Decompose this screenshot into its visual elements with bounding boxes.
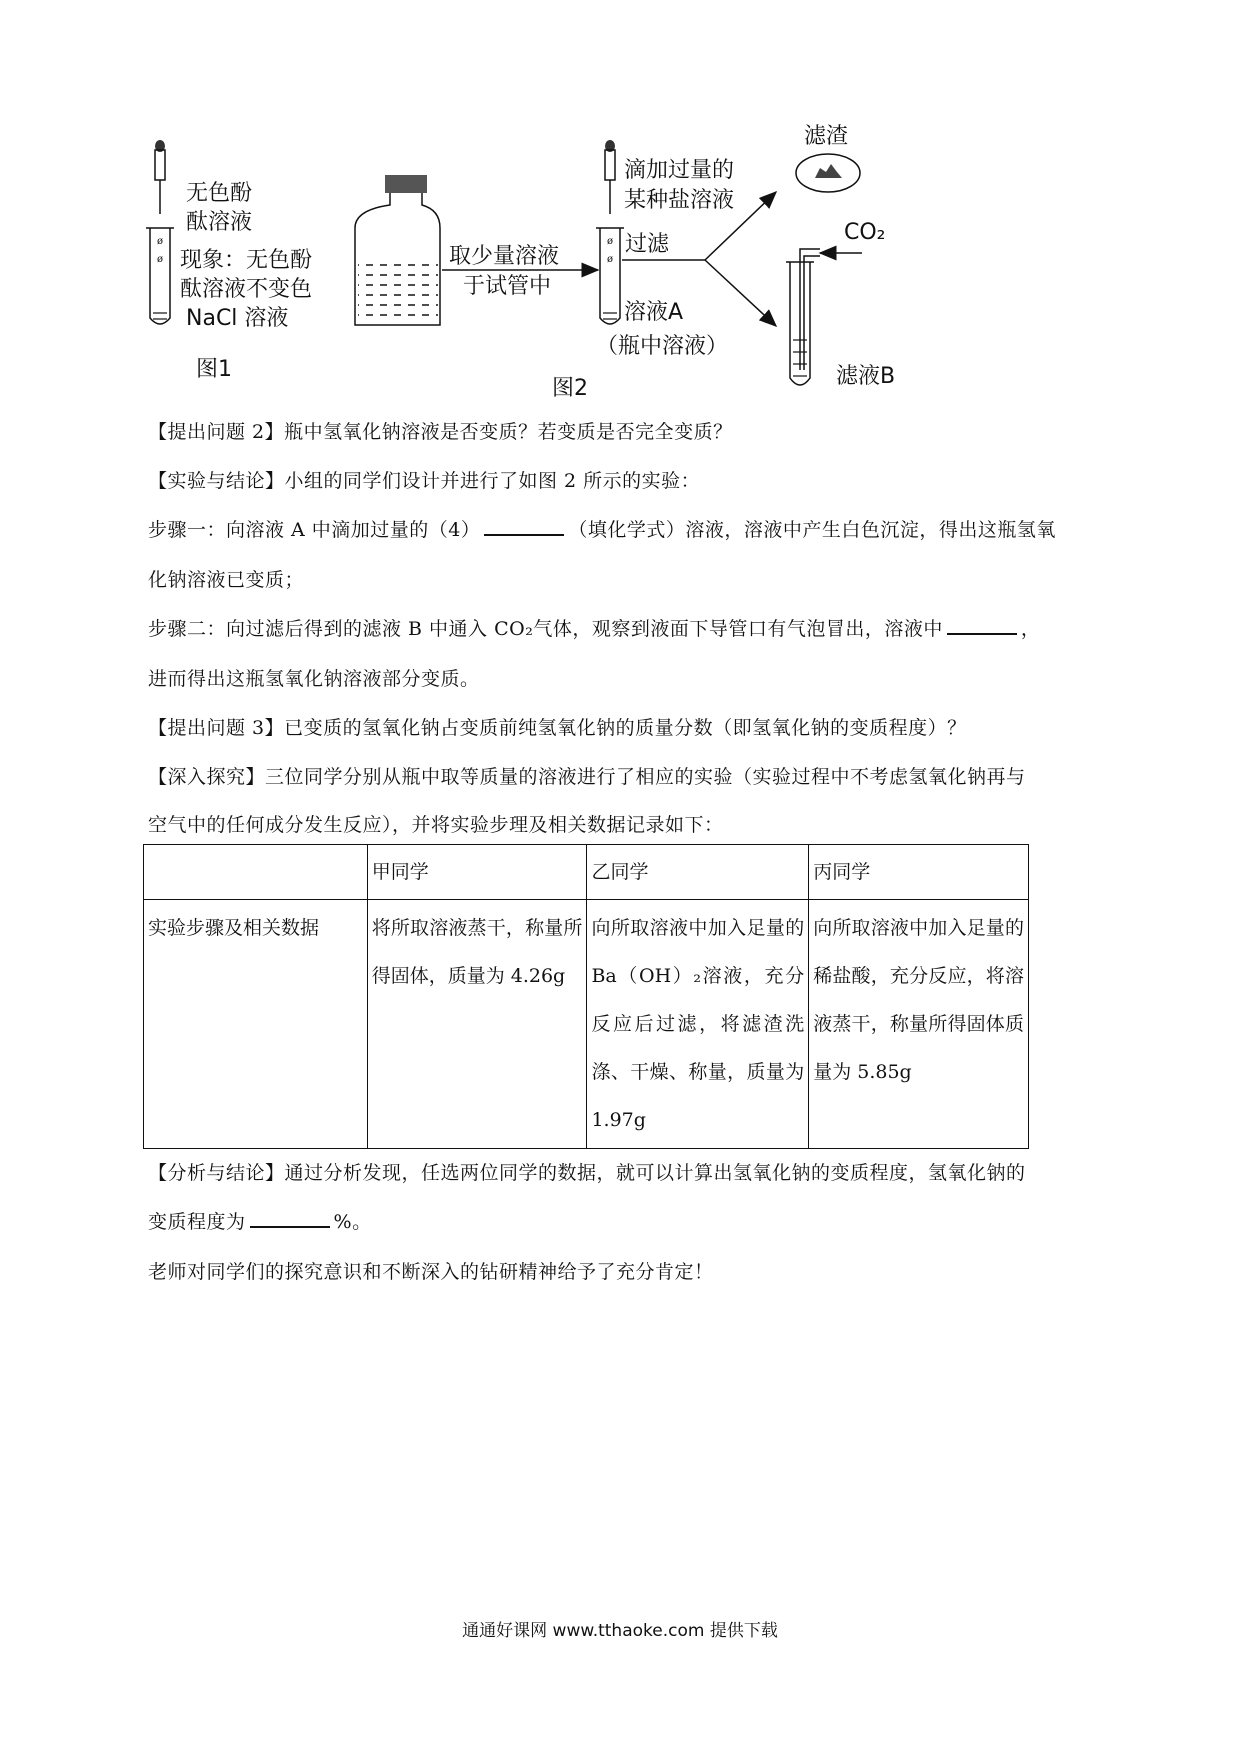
fig1-caption: 图1	[196, 357, 232, 382]
analysis-cont	[148, 1197, 1138, 1247]
analysis: 【分析与结论】通过分析发现，任选两位同学的数据，就可以计算出氢氧化钠的变质程度，氢氧化钠的	[148, 1162, 1026, 1184]
table-header-row	[144, 845, 1029, 900]
step-2-cont: 进而得出这瓶氢氧化钠溶液部分变质。	[148, 668, 480, 690]
dropper-icon	[605, 140, 615, 214]
arrow-label: 于试管中	[463, 274, 552, 299]
filtrate-b-label: 滤液B	[836, 364, 896, 389]
solution-a-note: （瓶中溶液）	[596, 334, 729, 359]
table-header-cell	[144, 845, 368, 900]
deep-inquiry: 【深入探究】三位同学分别从瓶中取等质量的溶液进行了相应的实验（实验过程中不考虑氢氧化钠再与	[148, 766, 1026, 788]
residue-label: 滤渣	[804, 124, 849, 149]
arrow-label: 取少量溶液	[449, 244, 560, 269]
step-2	[148, 604, 1138, 654]
deep-inquiry-cont: 空气中的任何成分发生反应），并将实验步理及相关数据记录如下：	[148, 814, 724, 836]
table-header-cell: 丙同学	[809, 845, 1029, 900]
table-header-cell: 乙同学	[587, 845, 809, 900]
data-table	[143, 844, 1029, 1149]
table-row	[144, 900, 1029, 1149]
table-cell-bing: 向所取溶液中加入足量的稀盐酸，充分反应，将溶液蒸干，称量所得固体质量为 5.85g	[809, 900, 1029, 1149]
question-2: 【提出问题 2】瓶中氢氧化钠溶液是否变质？若变质是否完全变质？	[148, 421, 733, 443]
test-tube-icon	[146, 228, 174, 324]
fig1-tube-label: NaCl 溶液	[186, 306, 289, 331]
analysis-text: 变质程度为	[148, 1211, 246, 1233]
table-cell-yi: 向所取溶液中加入足量的 Ba（OH）₂溶液，充分反应后过滤，将滤渣洗涤、干燥、称量，质量为 1.97g	[587, 900, 809, 1149]
fig2-caption: 图2	[552, 376, 588, 401]
step-1-text: （填化学式）溶液，溶液中产生白色沉淀，得出这瓶氢氧	[568, 519, 1056, 541]
filter-label: 过滤	[625, 232, 670, 257]
co2-label: CO₂	[844, 220, 886, 245]
step-1	[148, 505, 1138, 555]
fig2-dropper-label: 滴加过量的	[624, 158, 735, 183]
table-cell-jia: 将所取溶液蒸干，称量所得固体，质量为 4.26g	[367, 900, 587, 1149]
step-2-text: 步骤二：向过滤后得到的滤液 B 中通入 CO₂气体，观察到液面下导管口有气泡冒出，溶液中	[148, 618, 943, 640]
question-3: 【提出问题 3】已变质的氢氧化钠占变质前纯氢氧化钠的质量分数（即氢氧化钠的变质程度）？	[148, 717, 967, 739]
analysis-text: %。	[333, 1211, 372, 1233]
svg-text:ø: ø	[157, 236, 164, 247]
solution-a-label: 溶液A	[624, 300, 684, 325]
filter-residue-icon	[796, 154, 860, 192]
fig1-phenomenon: 现象：无色酚	[180, 248, 313, 273]
step-2-text: ，	[1020, 618, 1041, 640]
svg-text:ø: ø	[607, 236, 614, 247]
dropper-icon	[155, 140, 165, 214]
fig2-dropper-label: 某种盐溶液	[624, 188, 735, 213]
table-row-label: 实验步骤及相关数据	[144, 900, 368, 1149]
step-1-cont: 化钠溶液已变质；	[148, 569, 305, 591]
test-tube-icon	[596, 228, 624, 324]
table-header-cell: 甲同学	[367, 845, 587, 900]
gas-tube-icon	[786, 249, 820, 385]
svg-text:ø: ø	[157, 254, 164, 265]
experiment-intro: 【实验与结论】小组的同学们设计并进行了如图 2 所示的实验：	[148, 470, 701, 492]
fig1-dropper-label: 无色酚	[186, 181, 253, 206]
page-footer: 通通好课网 www.tthaoke.com 提供下载	[462, 1621, 778, 1641]
answer-blank[interactable]	[484, 514, 564, 536]
answer-blank[interactable]	[947, 613, 1017, 635]
step-1-text: 步骤一：向溶液 A 中滴加过量的（4）	[148, 519, 481, 541]
teacher-praise: 老师对同学们的探究意识和不断深入的钻研精神给予了充分肯定！	[148, 1261, 714, 1283]
svg-text:ø: ø	[607, 254, 614, 265]
reagent-bottle-icon	[355, 175, 440, 325]
fig1-phenomenon: 酞溶液不变色	[180, 277, 313, 302]
answer-blank[interactable]	[250, 1206, 330, 1228]
fig1-dropper-label: 酞溶液	[186, 210, 253, 235]
